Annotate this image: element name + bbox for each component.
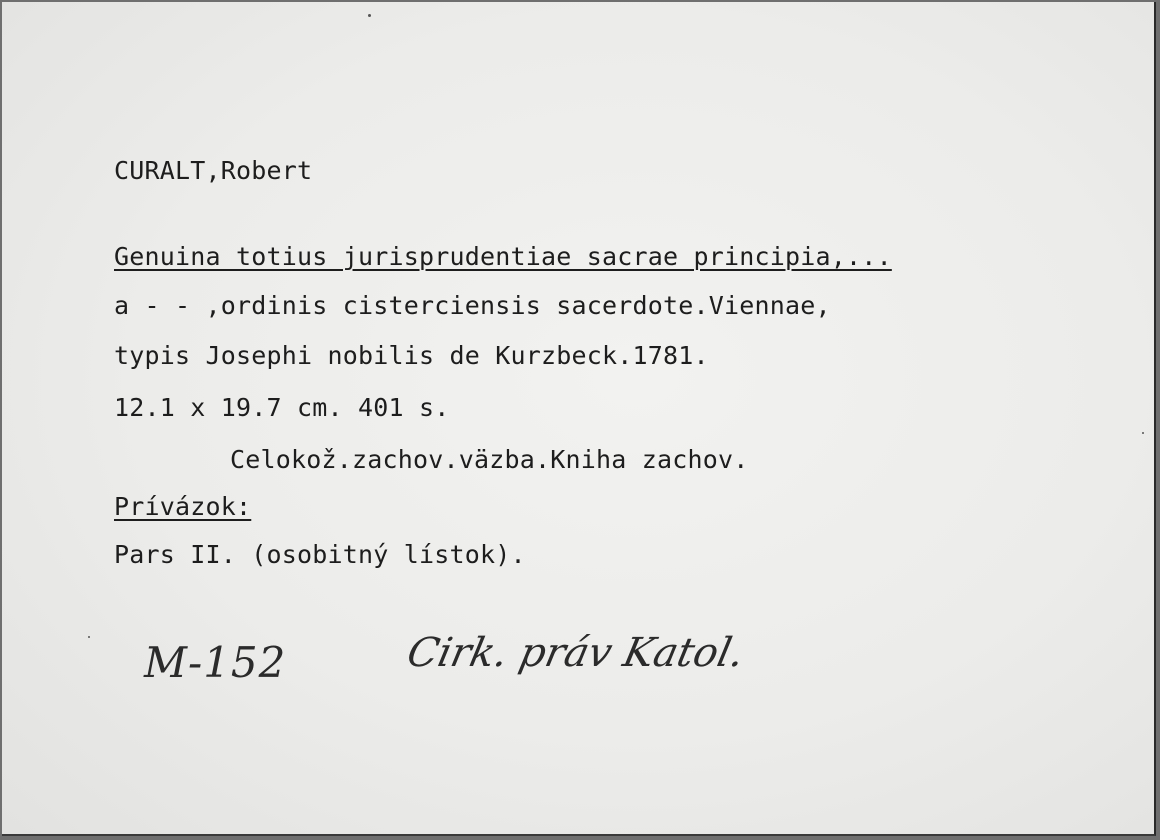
paper-speck: [88, 636, 90, 638]
paper-speck: [1142, 432, 1144, 434]
author-heading: CURALT,Robert: [114, 156, 313, 185]
paper-speck: [368, 14, 371, 17]
dimensions-line: 12.1 x 19.7 cm. 401 s.: [114, 393, 450, 422]
shelf-mark: M-152: [144, 638, 287, 687]
publication-line: a - - ,ordinis cisterciensis sacerdote.Viennae,: [114, 291, 831, 320]
condition-note: Celokož.zachov.väzba.Kniha zachov.: [230, 445, 749, 474]
catalog-card: [2, 2, 1156, 836]
appendix-text: Pars II. (osobitný lístok).: [114, 540, 526, 569]
title-line: Genuina totius jurisprudentiae sacrae principia,...: [114, 242, 892, 271]
handwritten-category: Cirk. práv Katol.: [403, 630, 749, 676]
appendix-label: Prívázok:: [114, 492, 252, 521]
printer-line: typis Josephi nobilis de Kurzbeck.1781.: [114, 341, 709, 370]
